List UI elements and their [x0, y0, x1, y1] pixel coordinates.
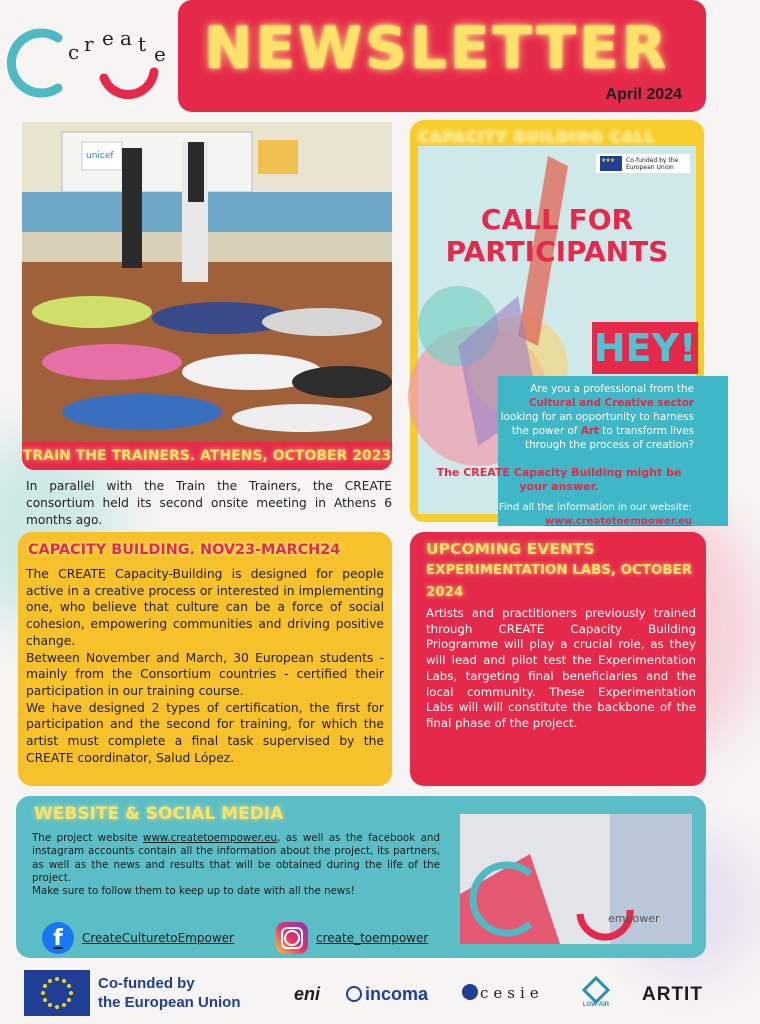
upcoming-events-section: [410, 532, 706, 786]
eu-flag-icon: [600, 156, 622, 171]
photo-description: In parallel with the Train the Trainers, the CREATE consortium held its second onsite meeting in Athens 6 months ago.: [26, 479, 392, 527]
incoma-icon: [346, 986, 362, 1002]
call-for-participants-poster: [410, 120, 704, 527]
svg-text:unicef: unicef: [86, 151, 114, 161]
partner-logo-low-air: LOW-AIR: [578, 980, 614, 1008]
call-answer-text: The CREATE Capacity Building might be your answer.: [436, 466, 682, 493]
logo-letter: e: [102, 26, 114, 50]
photo-caption: TRAIN THE TRAINERS. ATHENS, OCTOBER 2023: [22, 448, 392, 464]
instagram-icon: [276, 922, 308, 954]
eu-cofunded-badge: ★★★ Co-funded by the European Union: [596, 154, 690, 173]
training-photo: [22, 122, 392, 442]
partner-logo-cesie: cesie: [462, 984, 544, 1002]
issue-date: April 2024: [605, 86, 682, 103]
partner-logo-artit: ARTIT: [642, 984, 703, 1005]
call-body-text: Are you a professional from the Cultural and Creative sector looking for an opportunity to harness the power of Art to transform lives through the process of creation?: [500, 383, 694, 451]
create-logo: [6, 10, 178, 110]
website-link[interactable]: www.createtoempower.eu: [143, 832, 278, 844]
logo-letter: a: [120, 26, 132, 50]
eu-flag-icon: [24, 970, 90, 1016]
website-social-section: [16, 796, 706, 958]
experimentation-labs-subtitle: EXPERIMENTATION LABS, OCTOBER 2024: [426, 563, 693, 600]
logo-arcs: [6, 10, 178, 110]
upcoming-events-body: Artists and practitioners previously trained through CREATE Capacity Building Priogramme will play a crucial role, as they will lead and pilot test the Experimentation Labs, targeting final beneficiaries and the local community. These Experimentation Labs will will constitute the backbone of the final phase of the project.: [426, 606, 696, 730]
partner-logo-incoma: incoma: [346, 984, 428, 1005]
svg-text:empower: empower: [608, 912, 660, 925]
capacity-building-title: CAPACITY BUILDING. NOV23-MARCH24: [28, 542, 341, 558]
logo-letter: r: [84, 32, 94, 56]
logo-letter: c: [68, 40, 80, 64]
facebook-icon: f: [42, 922, 74, 954]
instagram-link[interactable]: create_toempower: [276, 922, 428, 954]
hey-banner: HEY!: [592, 322, 698, 374]
logo-letter: e: [154, 42, 166, 66]
website-social-title: WEBSITE & SOCIAL MEDIA: [34, 804, 284, 824]
call-website-link[interactable]: www.createtoempower.eu: [545, 516, 692, 527]
cesie-icon: [462, 984, 478, 1000]
header-banner: [178, 0, 706, 112]
poster-strip-title: CAPACITY BUILDING CALL: [418, 128, 656, 146]
eu-cofunded-text: Co-funded by the European Union: [98, 975, 241, 1011]
capacity-building-section: [18, 532, 392, 786]
upcoming-events-title: UPCOMING EVENTS: [426, 540, 595, 558]
facebook-link[interactable]: f CreateCulturetoEmpower: [42, 922, 234, 954]
low-air-icon: [582, 976, 610, 1004]
website-screenshot: [460, 814, 692, 944]
call-heading: CALL FOR PARTICIPANTS: [445, 203, 669, 268]
newsletter-title: NEWSLETTER: [204, 14, 670, 82]
logo-letter: t: [138, 32, 147, 56]
training-photo-card: [22, 122, 392, 470]
call-find-text: Find all the information in our website:: [498, 502, 692, 513]
capacity-building-body: The CREATE Capacity-Building is designed for people active in a creative process or interested in implementing one, who believe that culture can be a force of social cohesion, empowering communities and driving positive change. Between November and March, 30 European students - mainly from the Consortium countries - certified their participation in our training course. We have designed 2 types of certification, the first for participation and the second for training, for which the artist must complete a final task supervised by the CREATE coordinator, Salud López.: [26, 567, 384, 765]
poster-artwork: [418, 146, 697, 527]
website-preview-image: [460, 814, 692, 944]
website-social-body: The project website www.createtoempower.eu, as well as the facebook and instagram accounts contain all the information about the project, its partners, as well as the news and results that will be obtained during the life of the project. Make sure to follow them to keep up to date with all the news!: [32, 832, 440, 898]
partner-logo-eni: eni: [294, 984, 321, 1004]
